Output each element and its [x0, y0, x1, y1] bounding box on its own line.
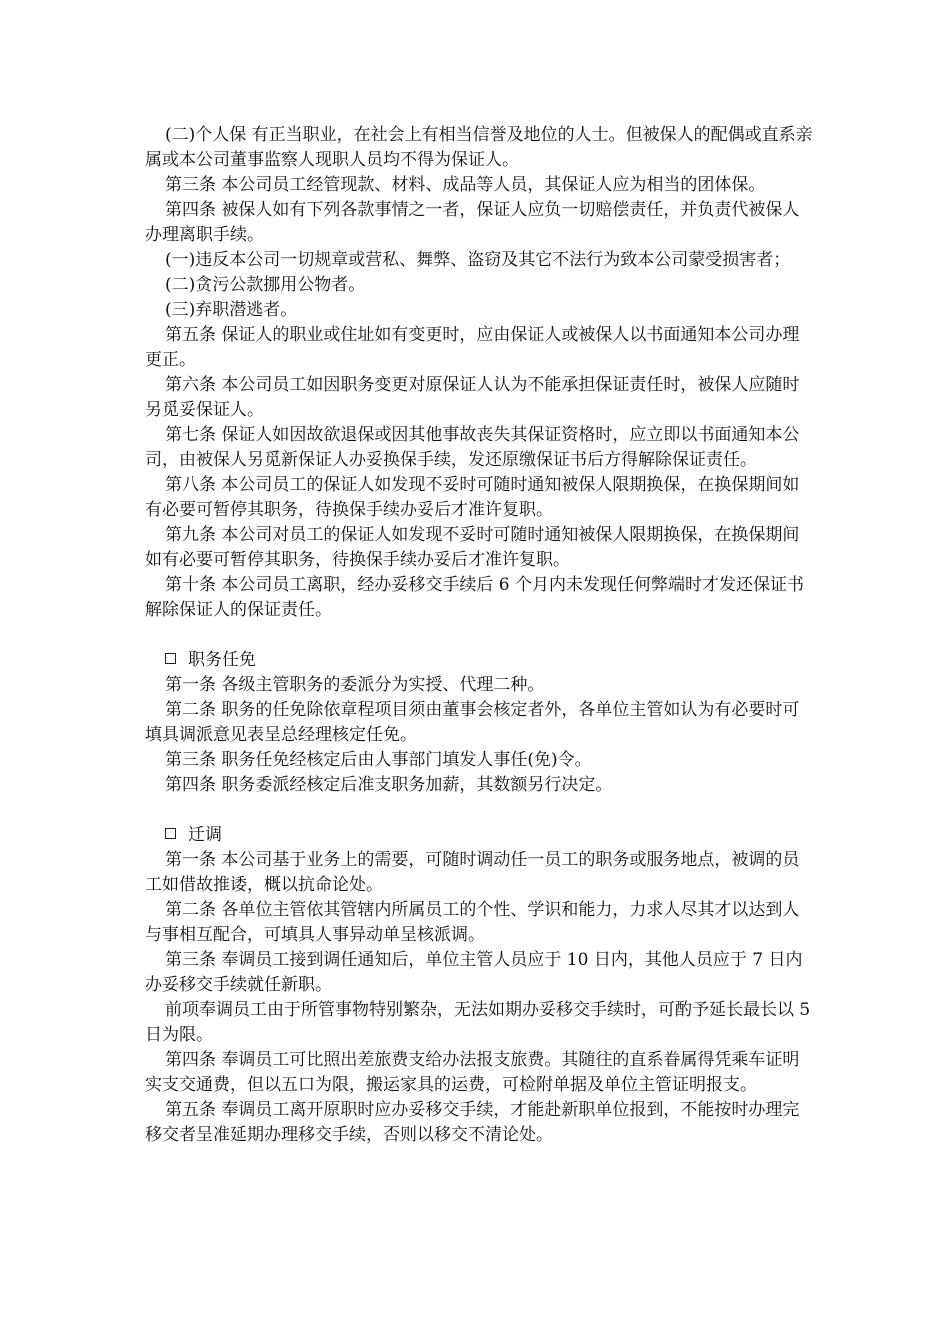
paragraph: 第二条 职务的任免除依章程项目须由董事会核定者外，各单位主管如认为有必要时可填具调派意见表呈总经理核定任免。 [145, 700, 800, 745]
paragraph: 前项奉调员工由于所管事物特别繁杂，无法如期办妥移交手续时，可酌予延长最长以 5 日为限。 [145, 1000, 811, 1045]
section-transfer [145, 823, 813, 1148]
paragraph: 第四条 职务委派经核定后准支职务加薪，其数额另行决定。 [165, 775, 613, 795]
paragraph: (二)贪污公款挪用公物者。 [165, 275, 366, 295]
document-page [145, 123, 813, 1148]
paragraph: (一)违反本公司一切规章或营私、舞弊、盗窃及其它不法行为致本公司蒙受损害者； [165, 250, 791, 270]
checkbox-bullet-icon [165, 653, 176, 664]
paragraph: 第九条 本公司对员工的保证人如发现不妥时可随时通知被保人限期换保，在换保期间如有必要可暂停其职务，待换保手续办妥后才准许复职。 [145, 525, 800, 570]
paragraph: 第一条 本公司基于业务上的需要，可随时调动任一员工的职务或服务地点，被调的员工如借故推诿，概以抗命论处。 [145, 850, 800, 895]
paragraph: 第十条 本公司员工离职，经办妥移交手续后 6 个月内未发现任何弊端时才发还保证书解除保证人的保证责任。 [145, 575, 805, 620]
paragraph: 第三条 本公司员工经管现款、材料、成品等人员，其保证人应为相当的团体保。 [165, 175, 766, 195]
section-guarantor [145, 123, 813, 623]
paragraph: 第五条 奉调员工离开原职时应办妥移交手续，才能赴新职单位报到，不能按时办理完移交者呈准延期办理移交手续，否则以移交不清论处。 [145, 1100, 800, 1145]
paragraph: 第二条 各单位主管依其管辖内所属员工的个性、学识和能力，力求人尽其才以达到人与事相互配合，可填具人事异动单呈核派调。 [145, 900, 800, 945]
paragraph: 第八条 本公司员工的保证人如发现不妥时可随时通知被保人限期换保，在换保期间如有必要可暂停其职务，待换保手续办妥后才准许复职。 [145, 475, 800, 520]
paragraph: 第三条 职务任免经核定后由人事部门填发人事任(免)令。 [165, 750, 592, 770]
paragraph: (三)弃职潜逃者。 [165, 300, 298, 320]
paragraph: 第三条 奉调员工接到调任通知后，单位主管人员应于 10 日内，其他人员应于 7 日内办妥移交手续就任新职。 [145, 950, 803, 995]
section-heading [145, 823, 813, 848]
section-heading-label: 职务任免 [188, 650, 256, 670]
paragraph: 第四条 奉调员工可比照出差旅费支给办法报支旅费。其随往的直系眷属得凭乘车证明实支交通费，但以五口为限，搬运家具的运费，可检附单据及单位主管证明报支。 [145, 1050, 800, 1095]
paragraph: 第六条 本公司员工如因职务变更对原保证人认为不能承担保证责任时，被保人应随时另觅妥保证人。 [145, 375, 800, 420]
section-spacer [145, 623, 813, 648]
paragraph: 第七条 保证人如因故欲退保或因其他事故丧失其保证资格时，应立即以书面通知本公司，由被保人另觅新保证人办妥换保手续，发还原缴保证书后方得解除保证责任。 [145, 425, 800, 470]
paragraph: 第四条 被保人如有下列各款事情之一者，保证人应负一切赔偿责任，并负责代被保人办理离职手续。 [145, 200, 800, 245]
paragraph: (二)个人保 有正当职业，在社会上有相当信誉及地位的人士。但被保人的配偶或直系亲属或本公司董事监察人现职人员均不得为保证人。 [145, 125, 813, 170]
section-heading-label: 迁调 [188, 825, 222, 845]
section-heading [145, 648, 813, 673]
paragraph: 第五条 保证人的职业或住址如有变更时，应由保证人或被保人以书面通知本公司办理更正。 [145, 325, 800, 370]
section-appointment [145, 648, 813, 798]
checkbox-bullet-icon [165, 828, 176, 839]
section-spacer [145, 798, 813, 823]
paragraph: 第一条 各级主管职务的委派分为实授、代理二种。 [165, 675, 545, 695]
